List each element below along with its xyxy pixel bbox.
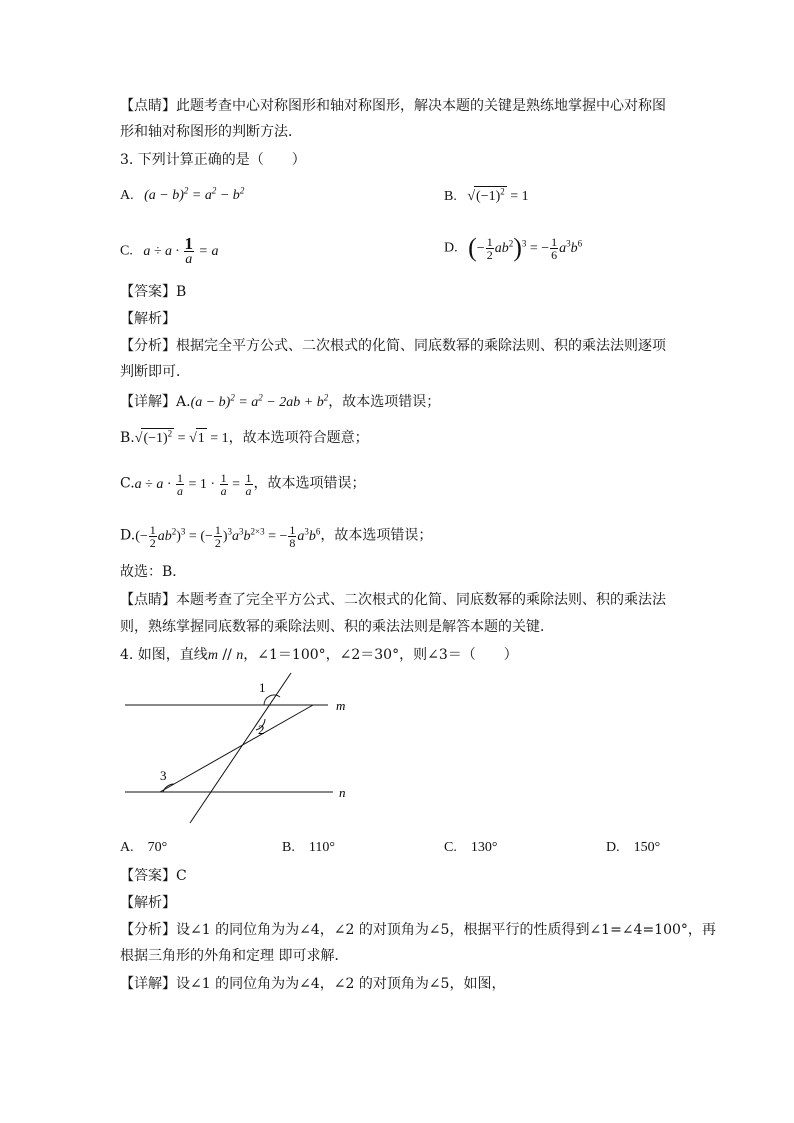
q3-detail-c-prefix: C. [120, 475, 135, 492]
q3-option-a [120, 186, 244, 206]
q3-detail-b [120, 428, 369, 449]
question-3-stem: 3. 下列计算正确的是（ ） [120, 152, 306, 168]
q4-fenxi-2: 根据三角形的外角和定理 即可求解． [120, 948, 349, 964]
q4-stem-prefix: 4. 如图，直线 [120, 647, 208, 663]
q4-stem-parallel: // [217, 647, 237, 663]
q3-option-d-label: D. [444, 240, 458, 256]
q3-detail-a-prefix: 【详解】A. [120, 394, 191, 410]
q3-option-c [120, 236, 218, 267]
paragraph-dianjing-1: 【点睛】此题考查中心对称图形和轴对称图形，解决本题的关键是熟练地掌握中心对称图 [120, 98, 666, 114]
q3-option-a-label: A. [120, 188, 134, 203]
q4-option-d: D. 150° [606, 840, 661, 855]
paragraph-dianjing-2: 形和轴对称图形的判断方法． [120, 124, 302, 140]
q3-detail-c [120, 472, 366, 497]
q4-analysis-heading: 【解析】 [120, 895, 176, 911]
q3-detail-b-prefix: B. [120, 430, 135, 446]
q3-option-a-formula: $(a - b)^2 = a^2 - b^2$ [137, 185, 245, 203]
fig-label-m: m [336, 698, 346, 713]
q3-detail-d [120, 524, 432, 549]
q4-geometry-figure [118, 670, 368, 830]
angle-1-arc [264, 695, 280, 705]
q3-answer: 【答案】B [120, 284, 187, 300]
q3-fenxi-1: 【分析】根据完全平方公式、二次根式的化简、同底数幂的乘除法则、积的乘法法则逐项 [120, 338, 666, 354]
q3-choose: 故选：B． [120, 564, 187, 580]
q3-fenxi-2: 判断即可． [120, 364, 190, 380]
fig-label-1: 1 [259, 680, 266, 695]
q3-option-c-label: C. [120, 243, 133, 259]
transversal-shallow [160, 705, 313, 792]
q3-detail-c-formula: a ÷ a · $\frac{1}{a}$ = 1 · $\frac{1}{a}$ = $\frac{1}{a}$ [134, 471, 252, 498]
q3-option-c-formula: a ÷ a · $\frac{1}{a}$ = a [136, 234, 219, 267]
q4-stem-n: n [236, 648, 244, 663]
fig-label-3: 3 [160, 768, 167, 783]
q3-analysis-heading: 【解析】 [120, 311, 176, 327]
q3-detail-d-suffix: ，故本选项错误； [320, 527, 433, 544]
q3-dianjing-1: 【点睛】本题考查了完全平方公式、二次根式的化简、同底数幂的乘除法则、积的乘法法 [120, 592, 666, 608]
q4-option-c: C. 130° [444, 840, 498, 855]
q3-detail-a-formula: $(a - b)^2 = a^2 - 2ab + b^2$ [190, 392, 329, 410]
q4-stem-suffix: ，∠1＝100°，∠2＝30°，则∠3＝（ ） [243, 647, 518, 663]
q3-detail-b-suffix: ，故本选项符合题意； [228, 430, 369, 446]
q4-fenxi-1: 【分析】设∠1 的同位角为为∠4，∠2 的对顶角为∠5，根据平行的性质得到∠1=∠4=100°，再 [120, 922, 716, 938]
question-4-stem [120, 645, 518, 666]
q3-detail-b-formula: $√(-1)^2 = √1 = 1$ [135, 431, 229, 446]
q4-stem-m: m [207, 648, 218, 663]
q4-detail-1: 【详解】设∠1 的同位角为为∠4，∠2 的对顶角为∠5，如图， [120, 976, 506, 992]
q3-option-b [444, 186, 529, 207]
q4-option-a: A. 70° [120, 840, 168, 855]
q3-option-b-label: B. [444, 189, 457, 204]
q3-option-b-formula: $√(-1)^2 = 1$ [460, 189, 528, 204]
fig-label-n: n [339, 785, 346, 800]
q3-detail-d-prefix: D. [120, 527, 136, 544]
q3-dianjing-2: 则，熟练掌握同底数幂的乘除法则、积的乘法法则是解答本题的关键． [120, 619, 554, 635]
q3-detail-a [120, 392, 440, 413]
fig-label-2: 2 [258, 722, 265, 737]
q4-option-b: B. 110° [282, 840, 335, 855]
q4-answer: 【答案】C [120, 868, 187, 884]
q3-detail-d-formula: (− $\frac{1}{2}$ $ab^2)^3$ = (− $\frac{1}{2}$ )$^3a^3b^{2\times 3}$ = − $\frac{1}{8}$ $a^3b^6$ [135, 523, 321, 550]
q3-option-d [444, 232, 583, 262]
q3-detail-a-suffix: ，故本选项错误； [328, 394, 441, 410]
q3-option-d-formula: (− $\frac{1}{2}$ $ab^2)^3$ = − $\frac{1}{6}$ $a^3b^6$ [468, 232, 583, 262]
q3-detail-c-suffix: ，故本选项错误； [253, 475, 366, 492]
